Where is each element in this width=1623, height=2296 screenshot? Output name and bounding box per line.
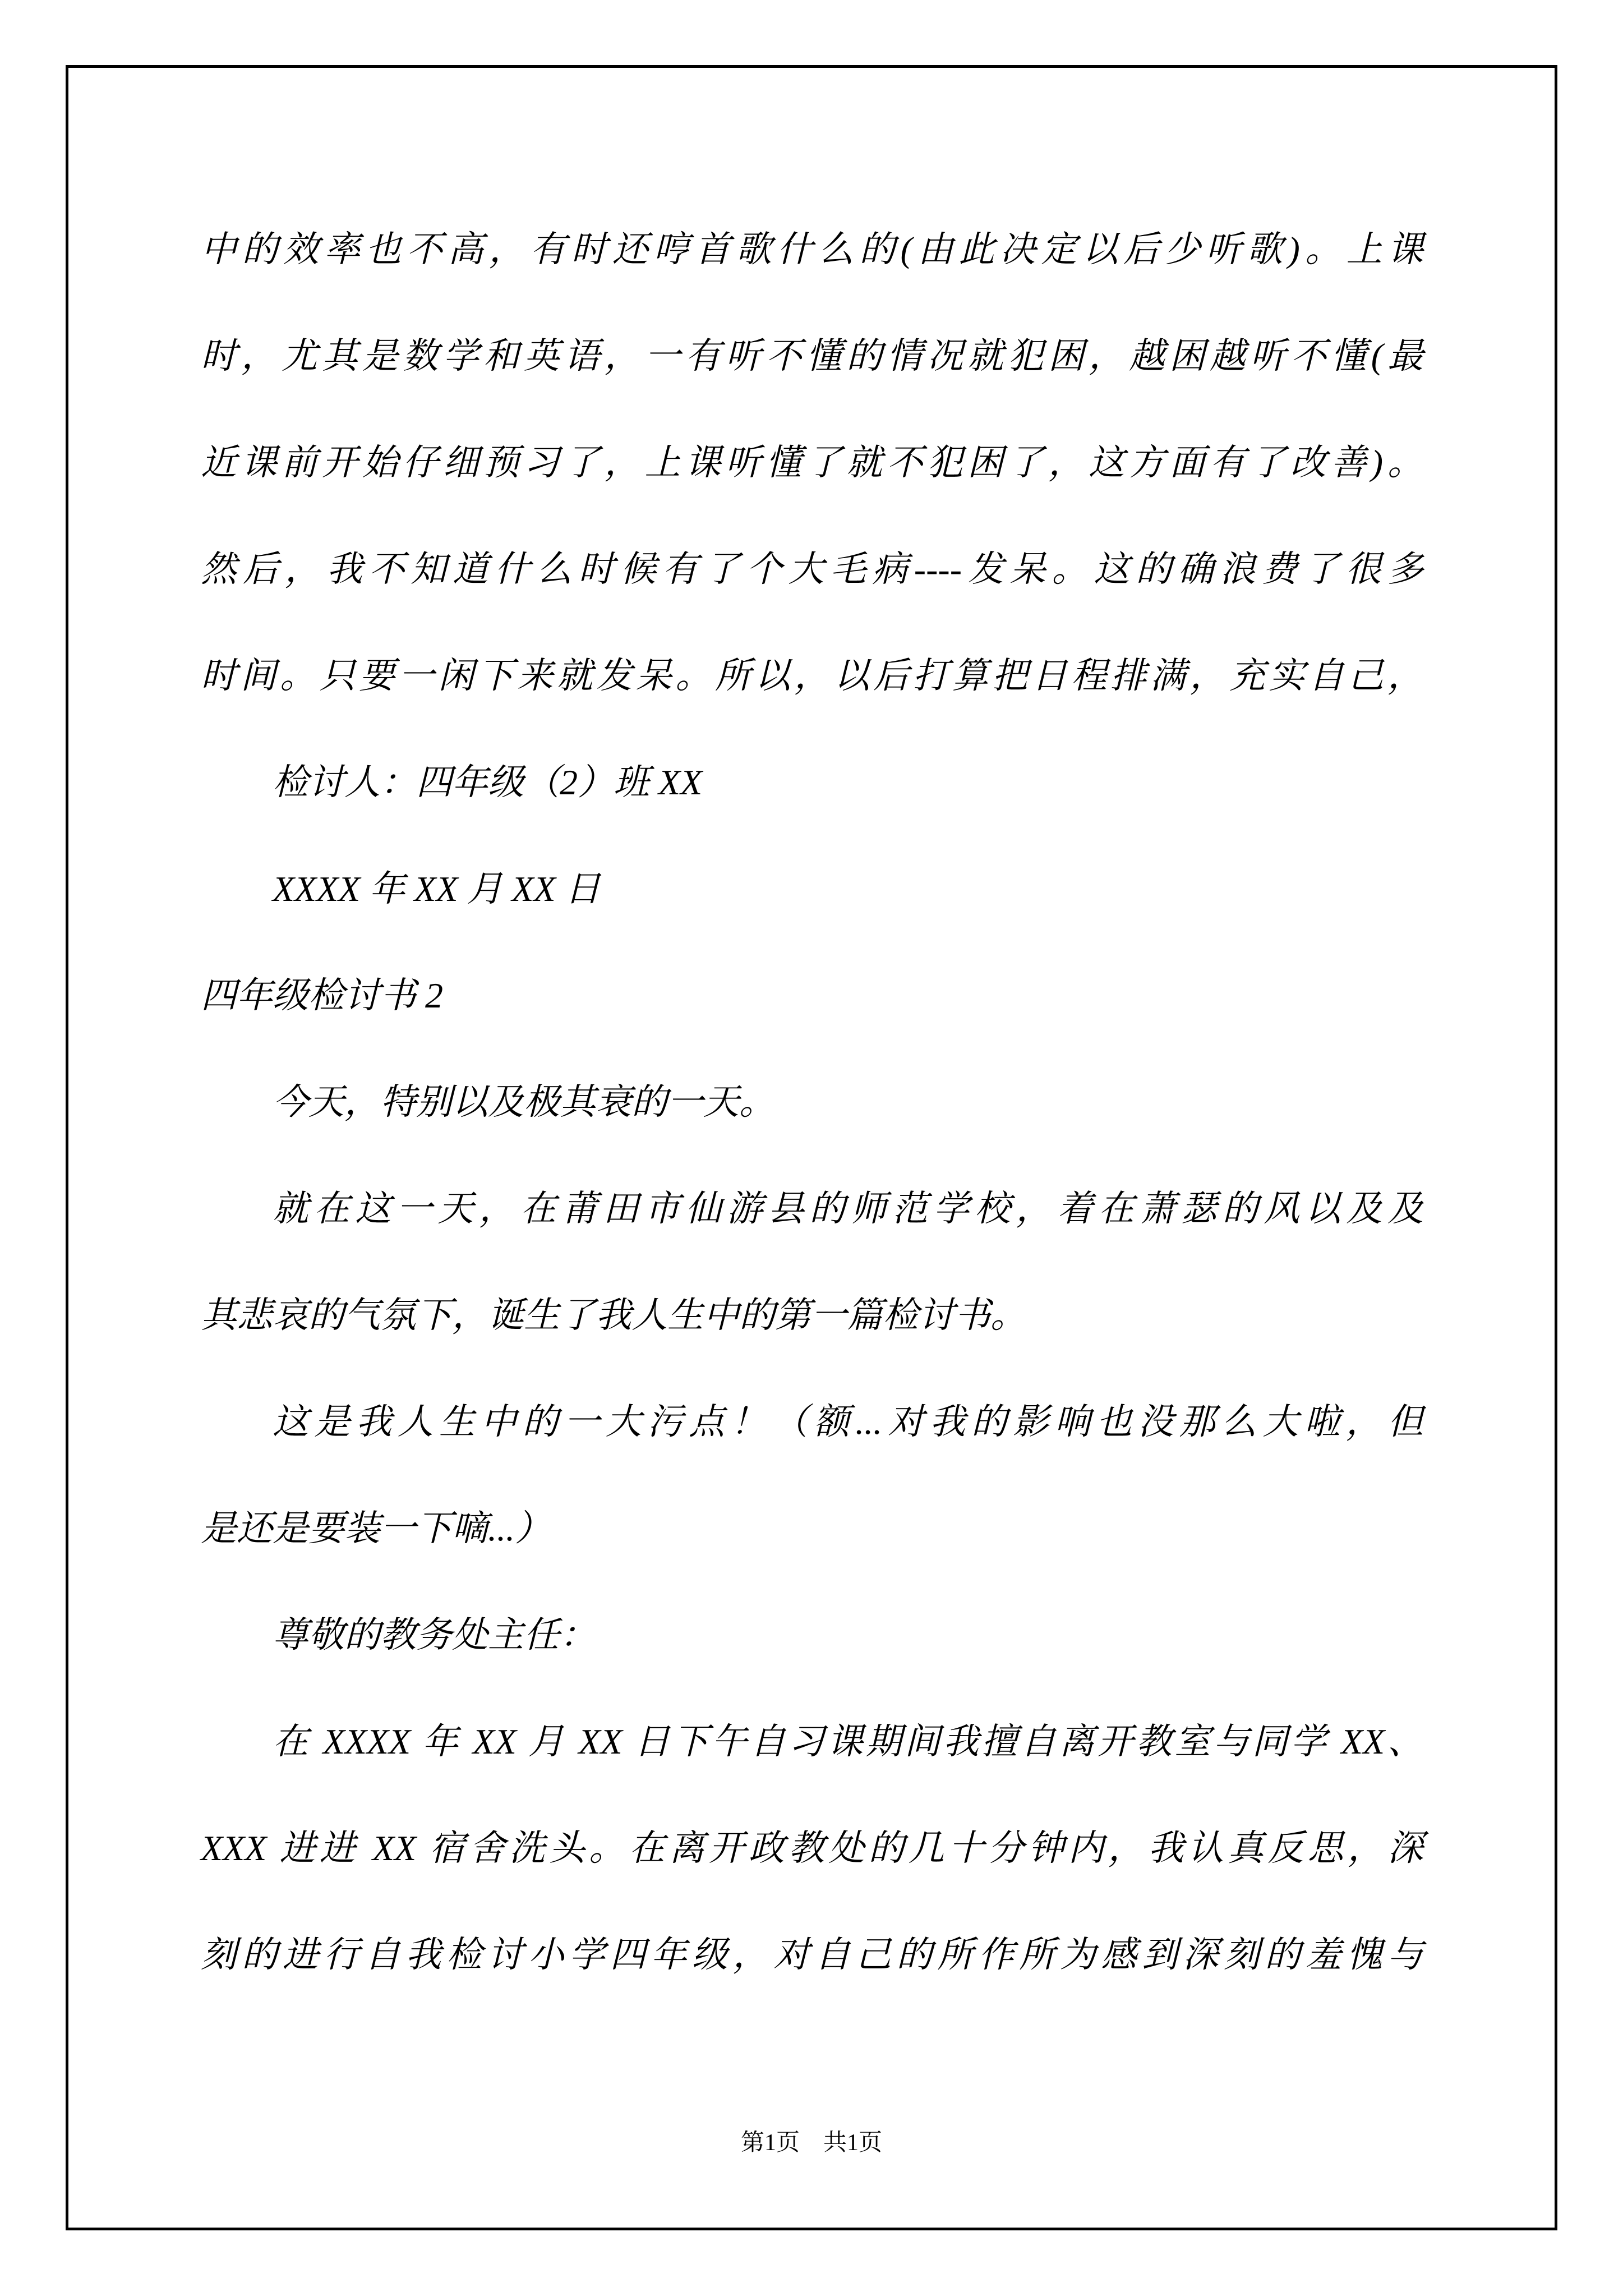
text-line: 刻的进行自我检讨小学四年级，对自己的所作所为感到深刻的羞愧与 xyxy=(201,1935,1423,1975)
text-line: 在 XXXX 年 XX 月 XX 日下午自习课期间我擅自离开教室与同学 XX、 xyxy=(273,1722,1423,1761)
page-footer xyxy=(0,2115,1623,2171)
text-line: XXX 进进 XX 宿舍洗头。在离开政教处的几十分钟内，我认真反思，深 xyxy=(201,1828,1423,1868)
text-line: 其悲哀的气氛下，诞生了我人生中的第一篇检讨书。 xyxy=(201,1295,1026,1335)
text-line: 然后，我不知道什么时候有了个大毛病----发呆。这的确浪费了很多 xyxy=(201,549,1423,589)
text-line: XXXX 年 XX 月 XX 日 xyxy=(273,869,601,909)
text-line: 检讨人：四年级（2）班 XX xyxy=(273,762,703,802)
text-line: 是还是要装一下嘀...） xyxy=(201,1508,551,1548)
text-line: 时间。只要一闲下来就发呆。所以，以后打算把日程排满，充实自己， xyxy=(201,656,1423,696)
text-line: 四年级检讨书 2 xyxy=(201,976,443,1015)
text-line: 中的效率也不高，有时还哼首歌什么的(由此决定以后少听歌)。上课 xyxy=(201,229,1423,269)
text-line: 就在这一天，在莆田市仙游县的师范学校，着在萧瑟的风以及及 xyxy=(273,1189,1423,1228)
text-line: 这是我人生中的一大污点！（额...对我的影响也没那么大啦，但 xyxy=(273,1402,1423,1442)
page-number-label: 第1页 共1页 xyxy=(740,2130,882,2156)
text-line: 尊敬的教务处主任： xyxy=(273,1615,596,1655)
text-line: 今天，特别以及极其衰的一天。 xyxy=(273,1082,775,1122)
text-line: 近课前开始仔细预习了，上课听懂了就不犯困了，这方面有了改善)。 xyxy=(201,443,1423,482)
document-body xyxy=(201,196,1423,2008)
text-line: 时，尤其是数学和英语，一有听不懂的情况就犯困，越困越听不懂(最 xyxy=(201,336,1423,376)
